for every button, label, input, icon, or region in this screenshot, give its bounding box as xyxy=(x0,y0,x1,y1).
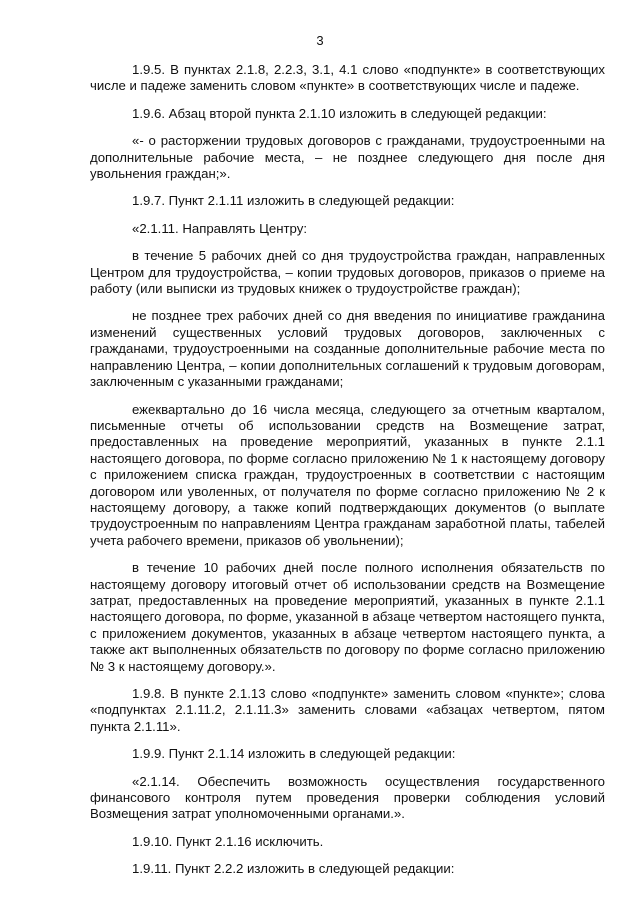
page-number: 3 xyxy=(316,33,324,48)
paragraph: в течение 5 рабочих дней со дня трудоустройства граждан, направленных Центром для трудоустройства, – копии трудовых договоров, приказов о приеме на работу (или выписки из трудовых книжек о трудоустройстве граждан); xyxy=(90,248,605,297)
paragraph: в течение 10 рабочих дней после полного исполнения обязательств по настоящему договору итоговый отчет об использовании средств на Возмещение затрат, предоставленных на проведение мероприятий, указанных в пункте 2.1.1 настоящего договора, по форме, указанной в абзаце четвертом настоящего пункта, с приложением документов, указанных в абзаце четвертом настоящего пункта, а также акт выполненных обязательств по договору по форме согласно приложению № 3 к настоящему договору.». xyxy=(90,560,605,674)
paragraph: 1.9.6. Абзац второй пункта 2.1.10 изложить в следующей редакции: xyxy=(132,105,547,121)
paragraph: «2.1.11. Направлять Центру: xyxy=(132,220,307,236)
document-body xyxy=(90,62,605,889)
paragraph: 1.9.8. В пункте 2.1.13 слово «подпункте» заменить словом «пункте»; слова «подпунктах 2.1.11.2, 2.1.11.3» заменить словами «абзацах четвертом, пятом пункта 2.1.11». xyxy=(90,686,605,734)
paragraph: не позднее трех рабочих дней со дня введения по инициативе гражданина изменений существенных условий трудовых договоров, заключенных с гражданами, трудоустроенными на созданные дополнительные рабочие места по направлению Центра, – копии дополнительных соглашений к трудовым договорам, заключенным с указанными гражданами; xyxy=(90,308,605,390)
paragraph: «- о расторжении трудовых договоров с гражданами, трудоустроенными на дополнительные рабочие места, – не позднее следующего дня после дня увольнения граждан;». xyxy=(90,133,605,182)
paragraph: 1.9.10. Пункт 2.1.16 исключить. xyxy=(132,833,324,849)
paragraph: «2.1.14. Обеспечить возможность осуществления государственного финансового контроля путем проведения проверки соблюдения условий Возмещения затрат уполномоченными органами.». xyxy=(90,773,605,822)
paragraph: ежеквартально до 16 числа месяца, следующего за отчетным кварталом, письменные отчеты об использовании средств на Возмещение затрат, предоставленных на проведение мероприятий, указанных в пункте 2.1.1 настоящего договора, по форме согласно приложению № 1 к настоящему договору с приложением списка граждан, трудоустроенных в соответствии с настоящим договором или уволенных, от получателя по форме согласно приложению № 2 к настоящему договору, а также копий подтверждающих документов (о выплате трудоустроенным по направлениям Центра гражданам заработной платы, табелей учета рабочего времени, приказов об увольнении); xyxy=(90,401,605,548)
paragraph: 1.9.9. Пункт 2.1.14 изложить в следующей редакции: xyxy=(132,746,456,762)
paragraph: 1.9.7. Пункт 2.1.11 изложить в следующей редакции: xyxy=(132,193,455,209)
paragraph: 1.9.5. В пунктах 2.1.8, 2.2.3, 3.1, 4.1 слово «подпункте» в соответствующих числе и падеже заменить словом «пункте» в соответствующих числе и падеже. xyxy=(90,62,605,94)
paragraph: 1.9.11. Пункт 2.2.2 изложить в следующей редакции: xyxy=(132,861,455,877)
